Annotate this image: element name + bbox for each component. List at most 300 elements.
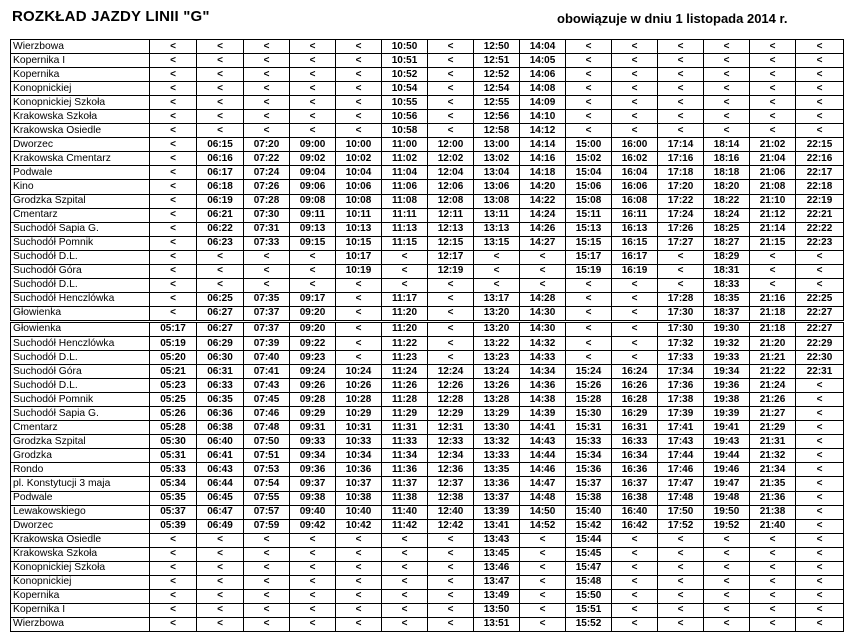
- departure-time-cell: <: [428, 96, 474, 110]
- departure-time-cell: 16:33: [612, 435, 658, 449]
- departure-time-cell: <: [704, 533, 750, 547]
- departure-time-cell: 14:30: [520, 306, 566, 321]
- stop-name: Krakowska Szkoła: [11, 110, 150, 124]
- departure-time-cell: 14:50: [520, 505, 566, 519]
- departure-time-cell: 16:42: [612, 519, 658, 533]
- departure-time-cell: 09:06: [290, 180, 336, 194]
- departure-time-cell: 13:22: [474, 336, 520, 350]
- departure-time-cell: 12:26: [428, 379, 474, 393]
- departure-time-cell: <: [290, 124, 336, 138]
- departure-time-cell: <: [197, 82, 244, 96]
- departure-time-cell: 14:04: [520, 40, 566, 54]
- departure-time-cell: 22:27: [796, 321, 844, 336]
- departure-time-cell: 10:29: [336, 407, 382, 421]
- departure-time-cell: 19:32: [704, 336, 750, 350]
- departure-time-cell: <: [704, 589, 750, 603]
- departure-time-cell: 16:17: [612, 250, 658, 264]
- departure-time-cell: <: [150, 561, 197, 575]
- departure-time-cell: 16:00: [612, 138, 658, 152]
- departure-time-cell: <: [428, 278, 474, 292]
- departure-time-cell: <: [796, 561, 844, 575]
- departure-time-cell: 19:41: [704, 421, 750, 435]
- departure-time-cell: <: [382, 250, 428, 264]
- departure-time-cell: 15:13: [566, 222, 612, 236]
- departure-time-cell: 09:00: [290, 138, 336, 152]
- departure-time-cell: <: [612, 561, 658, 575]
- departure-time-cell: 16:08: [612, 194, 658, 208]
- stop-name: Kino: [11, 180, 150, 194]
- departure-time-cell: <: [336, 68, 382, 82]
- table-row: [11, 351, 844, 365]
- departure-time-cell: 12:08: [428, 194, 474, 208]
- departure-time-cell: 10:08: [336, 194, 382, 208]
- departure-time-cell: <: [796, 96, 844, 110]
- departure-time-cell: 05:20: [150, 351, 197, 365]
- departure-time-cell: <: [796, 463, 844, 477]
- departure-time-cell: 13:46: [474, 561, 520, 575]
- departure-time-cell: 07:43: [244, 379, 290, 393]
- departure-time-cell: 07:30: [244, 208, 290, 222]
- departure-time-cell: 19:38: [704, 393, 750, 407]
- departure-time-cell: <: [566, 124, 612, 138]
- departure-time-cell: 15:04: [566, 166, 612, 180]
- departure-time-cell: <: [336, 82, 382, 96]
- departure-time-cell: 13:51: [474, 617, 520, 631]
- departure-time-cell: <: [244, 603, 290, 617]
- table-row: [11, 152, 844, 166]
- departure-time-cell: <: [658, 96, 704, 110]
- departure-time-cell: 14:28: [520, 292, 566, 306]
- departure-time-cell: <: [244, 82, 290, 96]
- departure-time-cell: <: [150, 617, 197, 631]
- departure-time-cell: <: [150, 533, 197, 547]
- departure-time-cell: <: [612, 575, 658, 589]
- departure-time-cell: 12:55: [474, 96, 520, 110]
- departure-time-cell: 10:58: [382, 124, 428, 138]
- departure-time-cell: <: [658, 124, 704, 138]
- departure-time-cell: 16:36: [612, 463, 658, 477]
- departure-time-cell: 21:26: [750, 393, 796, 407]
- departure-time-cell: <: [796, 547, 844, 561]
- table-row: [11, 589, 844, 603]
- departure-time-cell: 11:17: [382, 292, 428, 306]
- departure-time-cell: <: [796, 393, 844, 407]
- departure-time-cell: <: [704, 603, 750, 617]
- departure-time-cell: <: [428, 336, 474, 350]
- stop-name: Krakowska Osiedle: [11, 124, 150, 138]
- stop-name: Suchodół Pomnik: [11, 393, 150, 407]
- departure-time-cell: 10:15: [336, 236, 382, 250]
- departure-time-cell: <: [150, 138, 197, 152]
- departure-time-cell: 09:22: [290, 336, 336, 350]
- departure-time-cell: 16:29: [612, 407, 658, 421]
- departure-time-cell: 18:14: [704, 138, 750, 152]
- departure-time-cell: 09:31: [290, 421, 336, 435]
- departure-time-cell: <: [244, 40, 290, 54]
- departure-time-cell: 05:25: [150, 393, 197, 407]
- departure-time-cell: <: [150, 222, 197, 236]
- departure-time-cell: 10:28: [336, 393, 382, 407]
- departure-time-cell: <: [796, 278, 844, 292]
- stop-name: Konopnickiej Szkoła: [11, 96, 150, 110]
- departure-time-cell: 15:37: [566, 477, 612, 491]
- departure-time-cell: 05:23: [150, 379, 197, 393]
- departure-time-cell: 07:33: [244, 236, 290, 250]
- departure-time-cell: 07:46: [244, 407, 290, 421]
- departure-time-cell: 11:15: [382, 236, 428, 250]
- departure-time-cell: 06:16: [197, 152, 244, 166]
- departure-time-cell: 17:47: [658, 477, 704, 491]
- stop-name: Suchodół Sapia G.: [11, 222, 150, 236]
- departure-time-cell: <: [428, 561, 474, 575]
- departure-time-cell: <: [336, 110, 382, 124]
- departure-time-cell: <: [566, 82, 612, 96]
- departure-time-cell: <: [244, 575, 290, 589]
- departure-time-cell: 07:59: [244, 519, 290, 533]
- table-row: [11, 96, 844, 110]
- departure-time-cell: <: [150, 547, 197, 561]
- departure-time-cell: 05:30: [150, 435, 197, 449]
- stop-name: Suchodół Sapia G.: [11, 407, 150, 421]
- departure-time-cell: 07:40: [244, 351, 290, 365]
- departure-time-cell: <: [150, 54, 197, 68]
- departure-time-cell: 15:34: [566, 449, 612, 463]
- departure-time-cell: <: [244, 96, 290, 110]
- departure-time-cell: <: [197, 68, 244, 82]
- departure-time-cell: <: [704, 68, 750, 82]
- departure-time-cell: <: [428, 40, 474, 54]
- table-row: [11, 264, 844, 278]
- table-row: [11, 407, 844, 421]
- departure-time-cell: <: [612, 589, 658, 603]
- departure-time-cell: <: [290, 110, 336, 124]
- departure-time-cell: <: [658, 82, 704, 96]
- table-row: [11, 222, 844, 236]
- departure-time-cell: <: [290, 575, 336, 589]
- departure-time-cell: 17:44: [658, 449, 704, 463]
- departure-time-cell: <: [750, 264, 796, 278]
- departure-time-cell: 21:14: [750, 222, 796, 236]
- departure-time-cell: 13:39: [474, 505, 520, 519]
- departure-time-cell: <: [566, 54, 612, 68]
- schedule-title: ROZKŁAD JAZDY LINII "G": [12, 8, 210, 25]
- departure-time-cell: 10:02: [336, 152, 382, 166]
- departure-time-cell: 17:18: [658, 166, 704, 180]
- departure-time-cell: <: [566, 321, 612, 336]
- departure-time-cell: 22:17: [796, 166, 844, 180]
- departure-time-cell: 11:29: [382, 407, 428, 421]
- departure-time-cell: 15:30: [566, 407, 612, 421]
- departure-time-cell: <: [150, 306, 197, 321]
- departure-time-cell: 10:40: [336, 505, 382, 519]
- departure-time-cell: 10:36: [336, 463, 382, 477]
- departure-time-cell: 09:29: [290, 407, 336, 421]
- departure-time-cell: 10:11: [336, 208, 382, 222]
- departure-time-cell: <: [290, 82, 336, 96]
- stop-name: Grodzka: [11, 449, 150, 463]
- stop-name: Konopnickiej: [11, 575, 150, 589]
- departure-time-cell: 21:02: [750, 138, 796, 152]
- departure-time-cell: <: [750, 82, 796, 96]
- departure-time-cell: <: [796, 54, 844, 68]
- departure-time-cell: 18:24: [704, 208, 750, 222]
- stop-name: Krakowska Osiedle: [11, 533, 150, 547]
- departure-time-cell: 14:33: [520, 351, 566, 365]
- table-row: [11, 547, 844, 561]
- departure-time-cell: 10:56: [382, 110, 428, 124]
- departure-time-cell: 18:35: [704, 292, 750, 306]
- departure-time-cell: 06:41: [197, 449, 244, 463]
- departure-time-cell: <: [290, 40, 336, 54]
- departure-time-cell: 14:12: [520, 124, 566, 138]
- departure-time-cell: 16:19: [612, 264, 658, 278]
- departure-time-cell: 12:34: [428, 449, 474, 463]
- departure-time-cell: 21:35: [750, 477, 796, 491]
- departure-time-cell: 06:17: [197, 166, 244, 180]
- departure-time-cell: <: [520, 561, 566, 575]
- departure-time-cell: <: [336, 533, 382, 547]
- departure-time-cell: <: [290, 617, 336, 631]
- departure-time-cell: 07:53: [244, 463, 290, 477]
- departure-time-cell: <: [336, 603, 382, 617]
- departure-time-cell: 16:15: [612, 236, 658, 250]
- departure-time-cell: 17:43: [658, 435, 704, 449]
- departure-time-cell: 06:29: [197, 336, 244, 350]
- departure-time-cell: <: [658, 589, 704, 603]
- stop-name: Suchodół Henczlówka: [11, 292, 150, 306]
- departure-time-cell: <: [612, 82, 658, 96]
- departure-time-cell: 13:37: [474, 491, 520, 505]
- departure-time-cell: <: [796, 407, 844, 421]
- departure-time-cell: 21:27: [750, 407, 796, 421]
- departure-time-cell: 10:50: [382, 40, 428, 54]
- departure-time-cell: 11:38: [382, 491, 428, 505]
- departure-time-cell: 22:30: [796, 351, 844, 365]
- departure-time-cell: 11:33: [382, 435, 428, 449]
- departure-time-cell: 15:28: [566, 393, 612, 407]
- departure-time-cell: <: [612, 603, 658, 617]
- departure-time-cell: <: [750, 589, 796, 603]
- departure-time-cell: 13:45: [474, 547, 520, 561]
- departure-time-cell: 13:13: [474, 222, 520, 236]
- departure-time-cell: <: [566, 351, 612, 365]
- table-row: [11, 138, 844, 152]
- departure-time-cell: <: [382, 264, 428, 278]
- departure-time-cell: 07:20: [244, 138, 290, 152]
- departure-time-cell: 22:16: [796, 152, 844, 166]
- departure-time-cell: 19:48: [704, 491, 750, 505]
- departure-time-cell: <: [658, 533, 704, 547]
- departure-time-cell: <: [244, 561, 290, 575]
- stop-name: Wierzbowa: [11, 617, 150, 631]
- departure-time-cell: 07:22: [244, 152, 290, 166]
- departure-time-cell: <: [474, 264, 520, 278]
- departure-time-cell: 11:02: [382, 152, 428, 166]
- departure-time-cell: 14:26: [520, 222, 566, 236]
- departure-time-cell: 13:04: [474, 166, 520, 180]
- departure-time-cell: <: [566, 40, 612, 54]
- departure-time-cell: <: [612, 351, 658, 365]
- departure-time-cell: 10:19: [336, 264, 382, 278]
- departure-time-cell: <: [150, 180, 197, 194]
- departure-time-cell: 13:41: [474, 519, 520, 533]
- departure-time-cell: 17:30: [658, 321, 704, 336]
- departure-time-cell: 09:36: [290, 463, 336, 477]
- departure-time-cell: 15:31: [566, 421, 612, 435]
- departure-time-cell: 15:08: [566, 194, 612, 208]
- departure-time-cell: 17:38: [658, 393, 704, 407]
- departure-time-cell: <: [197, 561, 244, 575]
- table-row: [11, 533, 844, 547]
- departure-time-cell: 21:22: [750, 365, 796, 379]
- departure-time-cell: 10:31: [336, 421, 382, 435]
- departure-time-cell: 15:02: [566, 152, 612, 166]
- departure-time-cell: 16:34: [612, 449, 658, 463]
- departure-time-cell: 17:36: [658, 379, 704, 393]
- departure-time-cell: 09:08: [290, 194, 336, 208]
- departure-time-cell: 05:39: [150, 519, 197, 533]
- table-row: [11, 68, 844, 82]
- departure-time-cell: <: [704, 82, 750, 96]
- departure-time-cell: <: [336, 54, 382, 68]
- departure-time-cell: 07:55: [244, 491, 290, 505]
- departure-time-cell: 14:14: [520, 138, 566, 152]
- stop-name: Głowienka: [11, 321, 150, 336]
- departure-time-cell: <: [244, 533, 290, 547]
- table-row: [11, 236, 844, 250]
- departure-time-cell: <: [520, 575, 566, 589]
- departure-time-cell: <: [244, 110, 290, 124]
- departure-time-cell: 14:24: [520, 208, 566, 222]
- table-row: [11, 292, 844, 306]
- departure-time-cell: 06:49: [197, 519, 244, 533]
- departure-time-cell: 12:36: [428, 463, 474, 477]
- departure-time-cell: 06:27: [197, 321, 244, 336]
- departure-time-cell: 07:35: [244, 292, 290, 306]
- departure-time-cell: 06:47: [197, 505, 244, 519]
- departure-time-cell: 17:41: [658, 421, 704, 435]
- stop-name: Grodzka Szpital: [11, 435, 150, 449]
- departure-time-cell: <: [428, 110, 474, 124]
- departure-time-cell: 07:24: [244, 166, 290, 180]
- departure-time-cell: 22:15: [796, 138, 844, 152]
- stop-name: Podwale: [11, 166, 150, 180]
- departure-time-cell: 06:40: [197, 435, 244, 449]
- departure-time-cell: 05:35: [150, 491, 197, 505]
- departure-time-cell: 14:34: [520, 365, 566, 379]
- departure-time-cell: <: [197, 110, 244, 124]
- departure-time-cell: <: [150, 589, 197, 603]
- departure-time-cell: 06:36: [197, 407, 244, 421]
- departure-time-cell: 10:38: [336, 491, 382, 505]
- departure-time-cell: <: [612, 336, 658, 350]
- departure-time-cell: <: [520, 250, 566, 264]
- departure-time-cell: 18:22: [704, 194, 750, 208]
- departure-time-cell: <: [612, 306, 658, 321]
- departure-time-cell: 05:31: [150, 449, 197, 463]
- departure-time-cell: 17:26: [658, 222, 704, 236]
- departure-time-cell: 19:39: [704, 407, 750, 421]
- table-row: [11, 477, 844, 491]
- departure-time-cell: <: [520, 264, 566, 278]
- departure-time-cell: 18:25: [704, 222, 750, 236]
- departure-time-cell: <: [658, 278, 704, 292]
- departure-time-cell: <: [704, 110, 750, 124]
- stop-name: Dworzec: [11, 519, 150, 533]
- departure-time-cell: <: [150, 124, 197, 138]
- departure-time-cell: 09:28: [290, 393, 336, 407]
- departure-time-cell: 18:37: [704, 306, 750, 321]
- departure-time-cell: <: [566, 278, 612, 292]
- departure-time-cell: 15:45: [566, 547, 612, 561]
- departure-time-cell: 12:33: [428, 435, 474, 449]
- departure-time-cell: <: [244, 250, 290, 264]
- departure-time-cell: 17:20: [658, 180, 704, 194]
- departure-time-cell: <: [658, 40, 704, 54]
- departure-time-cell: 12:11: [428, 208, 474, 222]
- table-row: [11, 617, 844, 631]
- departure-time-cell: 05:33: [150, 463, 197, 477]
- departure-time-cell: 09:13: [290, 222, 336, 236]
- departure-time-cell: <: [750, 575, 796, 589]
- departure-time-cell: <: [336, 321, 382, 336]
- departure-time-cell: 11:26: [382, 379, 428, 393]
- departure-time-cell: <: [290, 250, 336, 264]
- departure-time-cell: 13:06: [474, 180, 520, 194]
- departure-time-cell: 15:42: [566, 519, 612, 533]
- departure-time-cell: 16:24: [612, 365, 658, 379]
- departure-time-cell: 05:17: [150, 321, 197, 336]
- departure-time-cell: 12:31: [428, 421, 474, 435]
- departure-time-cell: 12:42: [428, 519, 474, 533]
- departure-time-cell: 06:21: [197, 208, 244, 222]
- departure-time-cell: <: [612, 68, 658, 82]
- departure-time-cell: 17:24: [658, 208, 704, 222]
- departure-time-cell: 17:28: [658, 292, 704, 306]
- departure-time-cell: 21:18: [750, 306, 796, 321]
- departure-time-cell: 15:33: [566, 435, 612, 449]
- departure-time-cell: <: [382, 575, 428, 589]
- departure-time-cell: 17:14: [658, 138, 704, 152]
- departure-time-cell: <: [150, 236, 197, 250]
- departure-time-cell: 07:28: [244, 194, 290, 208]
- departure-time-cell: <: [704, 617, 750, 631]
- table-row: [11, 54, 844, 68]
- departure-time-cell: 13:32: [474, 435, 520, 449]
- departure-time-cell: 13:15: [474, 236, 520, 250]
- departure-time-cell: 18:18: [704, 166, 750, 180]
- departure-time-cell: <: [658, 603, 704, 617]
- stop-name: Wierzbowa: [11, 40, 150, 54]
- departure-time-cell: <: [796, 124, 844, 138]
- departure-time-cell: <: [244, 589, 290, 603]
- departure-time-cell: <: [244, 54, 290, 68]
- departure-time-cell: 21:10: [750, 194, 796, 208]
- departure-time-cell: 11:11: [382, 208, 428, 222]
- departure-time-cell: 05:34: [150, 477, 197, 491]
- departure-time-cell: 06:43: [197, 463, 244, 477]
- departure-time-cell: <: [658, 264, 704, 278]
- departure-time-cell: <: [244, 547, 290, 561]
- departure-time-cell: <: [197, 278, 244, 292]
- departure-time-cell: 10:51: [382, 54, 428, 68]
- departure-time-cell: 05:19: [150, 336, 197, 350]
- departure-time-cell: 06:19: [197, 194, 244, 208]
- departure-time-cell: 21:38: [750, 505, 796, 519]
- departure-time-cell: <: [612, 40, 658, 54]
- departure-time-cell: 18:31: [704, 264, 750, 278]
- departure-time-cell: 12:37: [428, 477, 474, 491]
